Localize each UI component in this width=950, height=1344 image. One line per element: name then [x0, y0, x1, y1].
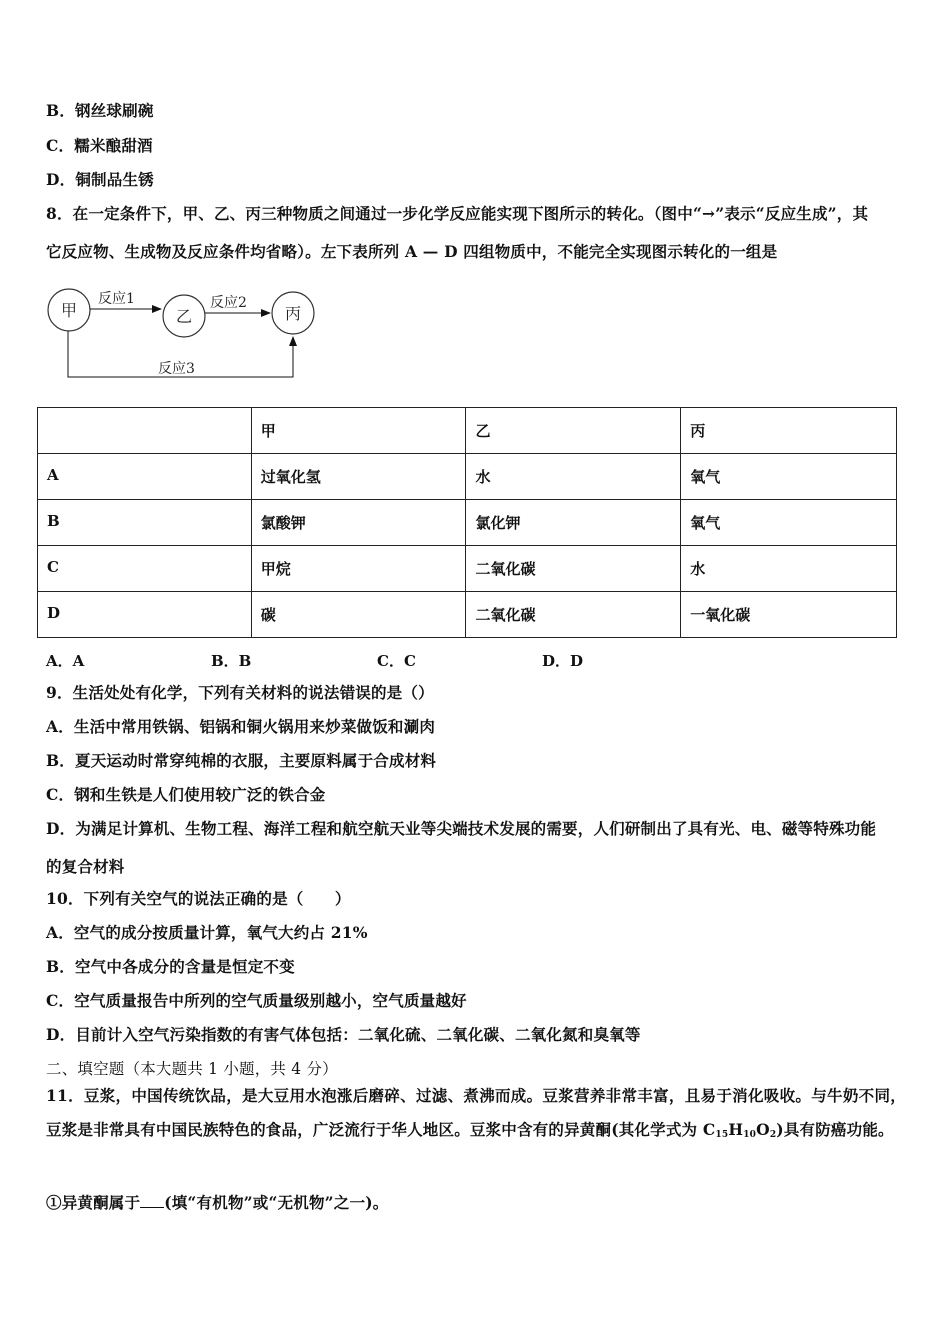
q11-text-part1: 11．豆浆，中国传统饮品，是大豆用水泡涨后磨碎、过滤、煮沸而成。豆浆营养非常丰富，且易于消化吸收。与牛奶不同，豆浆是非常具有中国民族特色的食品，广泛流行于华人地区。豆浆中含有的异黄酮(其化学式为 — [46, 1086, 906, 1139]
table-cell: B — [38, 500, 252, 546]
node-yi — [163, 295, 205, 337]
table-cell: 过氧化氢 — [251, 454, 466, 500]
edge-reaction-2 — [205, 295, 270, 313]
table-row — [38, 454, 897, 500]
q9-option-b: B．夏天运动时常穿纯棉的衣服，主要原料属于合成材料 — [46, 751, 437, 770]
q8-stem-line1: 8．在一定条件下，甲、乙、丙三种物质之间通过一步化学反应能实现下图所示的转化。（图中“→”表示“反应生成”，其 — [46, 204, 869, 223]
svg-text:丙: 丙 — [284, 304, 302, 323]
node-jia — [48, 289, 90, 331]
svg-text:反应2: 反应2 — [210, 295, 247, 311]
subquestion-suffix: (填“有机物”或“无机物”之一)。 — [164, 1193, 389, 1212]
edge-reaction-3 — [68, 331, 293, 377]
q9-stem: 9．生活处处有化学，下列有关材料的说法错误的是（） — [46, 683, 434, 702]
table-header-cell: 丙 — [681, 408, 897, 454]
q9-option-a: A．生活中常用铁锅、铝锅和铜火锅用来炒菜做饭和涮肉 — [46, 717, 436, 736]
table-cell: 水 — [681, 546, 897, 592]
formula-subscript: 15 — [715, 1130, 729, 1140]
option-key: D — [46, 170, 60, 189]
table-cell: C — [38, 546, 252, 592]
option-key: B — [46, 101, 60, 120]
q7-option-b: B．钢丝球刷碗 — [46, 101, 154, 120]
table-cell: 氯化钾 — [466, 500, 681, 546]
table-cell: 碳 — [251, 592, 466, 638]
q8-option-a: A．A — [46, 652, 85, 670]
table-row — [38, 500, 897, 546]
q9-option-c: C．钢和生铁是人们使用较广泛的铁合金 — [46, 785, 326, 804]
formula-subscript: 10 — [743, 1130, 757, 1140]
subquestion-prefix: ①异黄酮属于 — [46, 1193, 141, 1212]
table-row — [38, 546, 897, 592]
q9-option-d-cont: 的复合材料 — [46, 857, 125, 876]
svg-text:反应3: 反应3 — [158, 361, 195, 377]
formula-element: C — [702, 1120, 716, 1139]
q9-option-d: D．为满足计算机、生物工程、海洋工程和航空航天业等尖端技术发展的需要，人们研制出了具有光、电、磁等特殊功能 — [46, 819, 877, 838]
table-header-cell: 乙 — [466, 408, 681, 454]
table-cell: 氧气 — [681, 454, 897, 500]
q8-option-d: D．D — [542, 652, 584, 670]
chemical-formula — [703, 1120, 776, 1139]
q7-option-d: D．铜制品生锈 — [46, 170, 154, 189]
q10-option-b: B．空气中各成分的含量是恒定不变 — [46, 957, 295, 976]
option-text: 铜制品生锈 — [75, 170, 154, 189]
svg-text:乙: 乙 — [175, 307, 193, 326]
edge-reaction-1 — [90, 291, 161, 309]
q8-option-c: C．C — [377, 652, 416, 670]
q10-option-c: C．空气质量报告中所列的空气质量级别越小，空气质量越好 — [46, 991, 467, 1010]
node-bing — [272, 292, 314, 334]
table-cell: A — [38, 454, 252, 500]
table-cell: 水 — [466, 454, 681, 500]
q11-stem — [46, 1079, 906, 1152]
option-text: 钢丝球刷碗 — [75, 101, 154, 120]
table-cell: 氯酸钾 — [251, 500, 466, 546]
q10-option-a: A．空气的成分按质量计算，氧气大约占 21% — [46, 923, 368, 942]
table-header-cell: 甲 — [251, 408, 466, 454]
table-cell: 氧气 — [681, 500, 897, 546]
answer-blank[interactable] — [140, 1193, 164, 1208]
table-cell: 一氧化碳 — [681, 592, 897, 638]
substances-table — [37, 407, 897, 638]
q11-text-part2: )具有防癌功能。 — [776, 1120, 894, 1139]
svg-text:反应1: 反应1 — [98, 291, 135, 307]
table-header-row — [38, 408, 897, 454]
q10-option-d: D．目前计入空气污染指数的有害气体包括：二氧化硫、二氧化碳、二氧化氮和臭氧等 — [46, 1025, 641, 1044]
formula-element: O — [756, 1120, 770, 1139]
q8-option-b: B．B — [211, 652, 252, 670]
q11-subquestion-1 — [46, 1193, 388, 1213]
option-text: 糯米酿甜酒 — [74, 136, 153, 155]
q8-stem-line2: 它反应物、生成物及反应条件均省略）。左下表所列 A — D 四组物质中，不能完全实现图示转化的一组是 — [46, 242, 778, 261]
table-header-cell — [38, 408, 252, 454]
table-row — [38, 592, 897, 638]
table-cell: 二氧化碳 — [466, 546, 681, 592]
q7-option-c: C．糯米酿甜酒 — [46, 136, 153, 155]
q10-stem: 10．下列有关空气的说法正确的是（ ） — [46, 889, 351, 908]
table-cell: D — [38, 592, 252, 638]
reaction-diagram — [40, 280, 340, 390]
formula-element: H — [728, 1120, 744, 1139]
section-title: 二、填空题（本大题共 1 小题，共 4 分） — [46, 1060, 338, 1078]
option-key: C — [46, 136, 59, 155]
formula-subscript: 2 — [769, 1130, 777, 1140]
table-cell: 二氧化碳 — [466, 592, 681, 638]
svg-text:甲: 甲 — [60, 301, 78, 320]
table-cell: 甲烷 — [251, 546, 466, 592]
